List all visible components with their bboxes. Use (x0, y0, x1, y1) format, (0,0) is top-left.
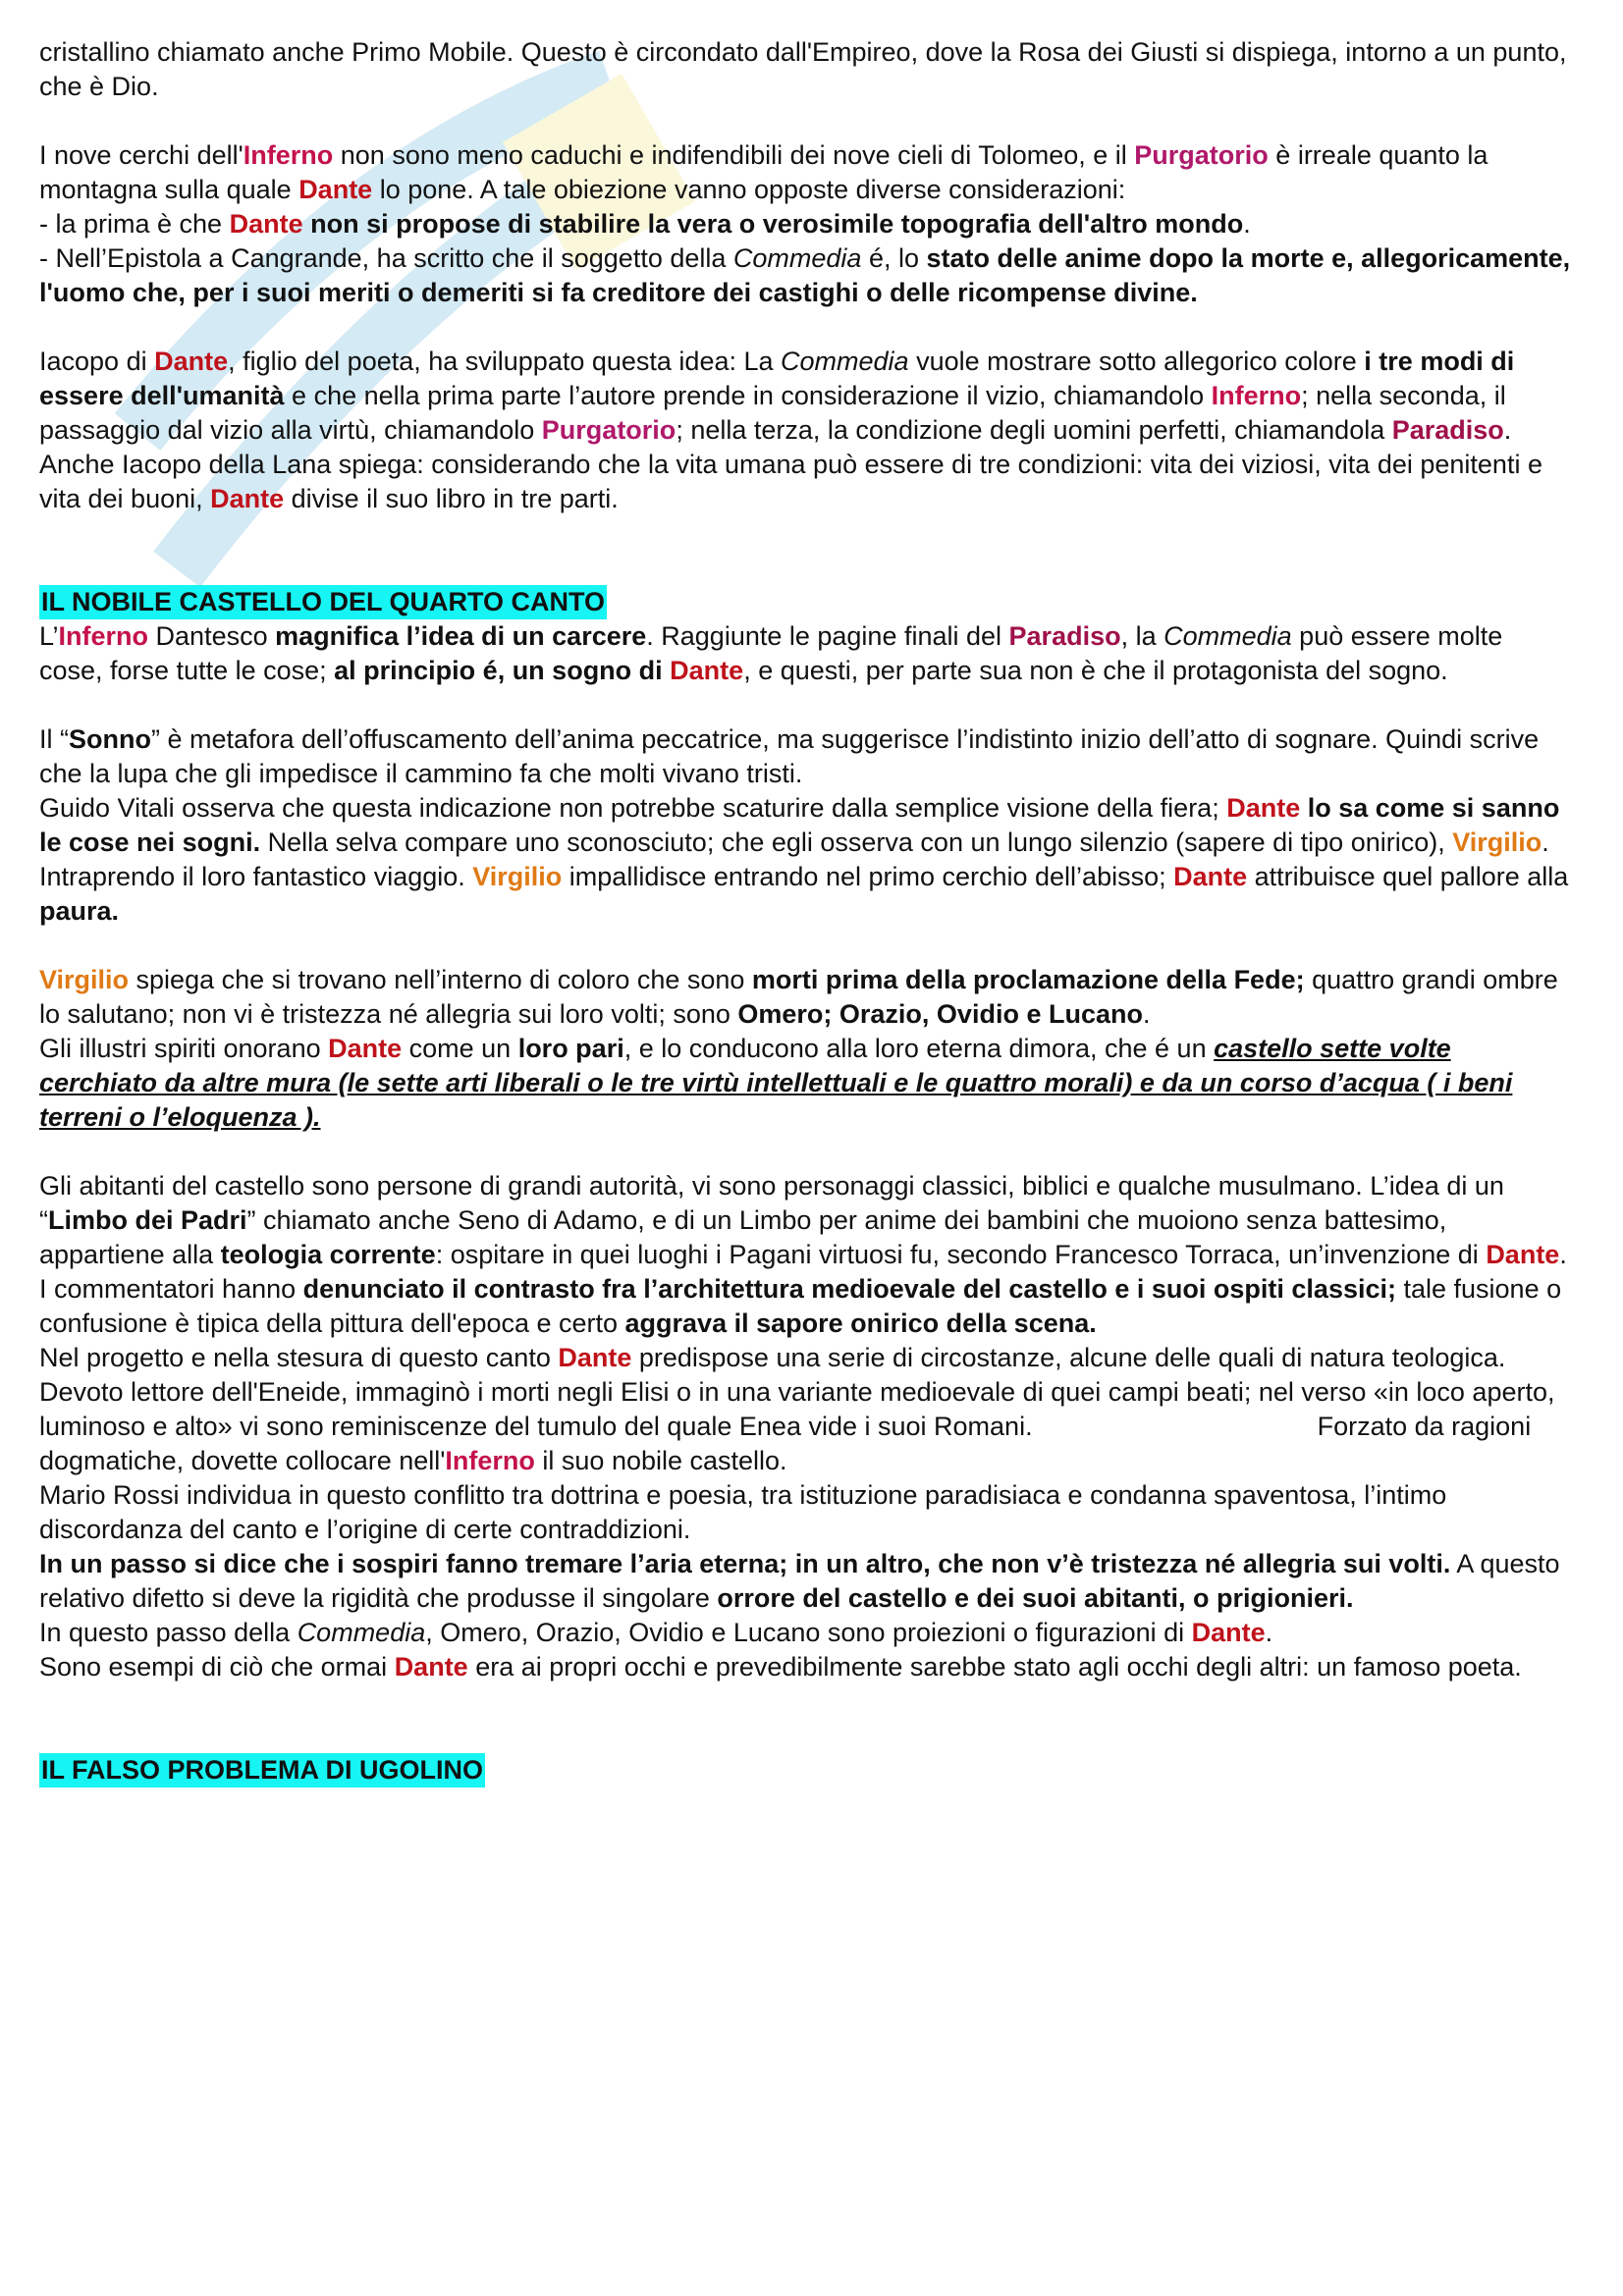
paragraph-nove-cerchi: I nove cerchi dell'Inferno non sono meno caduchi e indifendibili dei nove cieli di Tolomeo, e il Purgatorio è irreale quanto la montagna sulla quale Dante lo pone. A tale obiezione vanno opposte diverse considerazioni: (39, 140, 1488, 204)
section-heading-castello: IL NOBILE CASTELLO DEL QUARTO CANTO (39, 585, 1571, 619)
paragraph-spiriti: Gli illustri spiriti onorano Dante come un loro pari, e lo conducono alla loro eterna dimora, che é un castello sette volte cerchiato da altre mura (le sette arti liberali o le tre virtù intellettuali e le quattro morali) e da un corso d’acqua ( i beni terreni o l’eloquenza ). (39, 1034, 1513, 1132)
paragraph-epistola: - Nell’Epistola a Cangrande, ha scritto che il soggetto della Commedia é, lo stato delle anime dopo la morte e, allegoricamente, l'uomo che, per i suoi meriti o demeriti si fa creditore dei castighi o delle ricompense divine. (39, 243, 1571, 307)
paragraph-rossi: Mario Rossi individua in questo conflitto tra dottrina e poesia, tra istituzione paradisiaca e condanna spaventosa, l’intimo discordanza del canto e l’origine di certe contraddizioni. (39, 1480, 1447, 1544)
paragraph-iacopo: Iacopo di Dante, figlio del poeta, ha sviluppato questa idea: La Commedia vuole mostrare sotto allegorico colore i tre modi di essere dell'umanità e che nella prima parte l’autore prende in considerazione il vizio, chiamandolo Inferno; nella seconda, il passaggio dal vizio alla virtù, chiamandolo Purgatorio; nella terza, la condizione degli uomini perfetti, chiamandola Paradiso. (39, 347, 1515, 445)
paragraph-sospiri: In un passo si dice che i sospiri fanno tremare l’aria eterna; in un altro, che non v’è tristezza né allegria sui volti. A questo relativo difetto si deve la rigidità che produsse il singolare orrore del castello e dei suoi abitanti, o prigionieri. (39, 1549, 1560, 1613)
paragraph-progetto: Nel progetto e nella stesura di questo canto Dante predispose una serie di circostanze, alcune delle quali di natura teologica. Devoto lettore dell'Eneide, immaginò i morti negli Elisi o in una variante medioevale di quei campi beati; nel verso «in loco aperto, luminoso e alto» vi sono reminiscenze del tumulo del quale Enea vide i suoi Romani. Forzato da ragioni dogmatiche, dovette collocare nell'Inferno il suo nobile castello. (39, 1343, 1555, 1475)
paragraph-abitanti: Gli abitanti del castello sono persone di grandi autorità, vi sono personaggi classici, biblici e qualche musulmano. L’idea di un “Limbo dei Padri” chiamato anche Seno di Adamo, e di un Limbo per anime dei bambini che muoiono senza battesimo, appartiene alla teologia corrente: ospitare in quei luoghi i Pagani virtuosi fu, secondo Francesco Torraca, un’invenzione di Dante. (39, 1171, 1567, 1269)
paragraph-virgilio-spiega: Virgilio spiega che si trovano nell’interno di coloro che sono morti prima della proclamazione della Fede; quattro grandi ombre lo salutano; non vi è tristezza né allegria sui loro volti; sono Omero; Orazio, Ovidio e Lucano. (39, 965, 1558, 1029)
paragraph-esempi: Sono esempi di ciò che ormai Dante era ai propri occhi e prevedibilmente sarebbe stato agli occhi degli altri: un famoso poeta. (39, 1652, 1522, 1682)
paragraph-prima-considerazione: - la prima è che Dante non si propose di stabilire la vera o verosimile topografia dell'altro mondo. (39, 209, 1251, 239)
paragraph-intro: cristallino chiamato anche Primo Mobile. Questo è circondato dall'Empireo, dove la Rosa dei Giusti si dispiega, intorno a un punto, che è Dio. (39, 37, 1567, 101)
document-page (39, 35, 1571, 1788)
paragraph-lana: Anche Iacopo della Lana spiega: considerando che la vita umana può essere di tre condizioni: vita dei viziosi, vita dei penitenti e vita dei buoni, Dante divise il suo libro in tre parti. (39, 450, 1542, 513)
paragraph-carcere: L’Inferno Dantesco magnifica l’idea di un carcere. Raggiunte le pagine finali del Paradiso, la Commedia può essere molte cose, forse tutte le cose; al principio é, un sogno di Dante, e questi, per parte sua non è che il protagonista del sogno. (39, 621, 1503, 685)
paragraph-proiezioni: In questo passo della Commedia, Omero, Orazio, Ovidio e Lucano sono proiezioni o figurazioni di Dante. (39, 1618, 1273, 1647)
paragraph-sonno: Il “Sonno” è metafora dell’offuscamento dell’anima peccatrice, ma suggerisce l’indistinto inizio dell’atto di sognare. Quindi scrive che la lupa che gli impedisce il cammino fa che molti vivano tristi. (39, 724, 1540, 788)
section-heading-ugolino: IL FALSO PROBLEMA DI UGOLINO (39, 1753, 1571, 1788)
paragraph-commentatori: I commentatori hanno denunciato il contrasto fra l’architettura medioevale del castello e i suoi ospiti classici; tale fusione o confusione è tipica della pittura dell'epoca e certo aggrava il sapore onirico della scena. (39, 1274, 1562, 1338)
paragraph-vitali: Guido Vitali osserva che questa indicazione non potrebbe scaturire dalla semplice visione della fiera; Dante lo sa come si sanno le cose nei sogni. Nella selva compare uno sconosciuto; che egli osserva con un lungo silenzio (sapere di tipo onirico), Virgilio. Intraprendo il loro fantastico viaggio. Virgilio impallidisce entrando nel primo cerchio dell’abisso; Dante attribuisce quel pallore alla paura. (39, 793, 1569, 926)
